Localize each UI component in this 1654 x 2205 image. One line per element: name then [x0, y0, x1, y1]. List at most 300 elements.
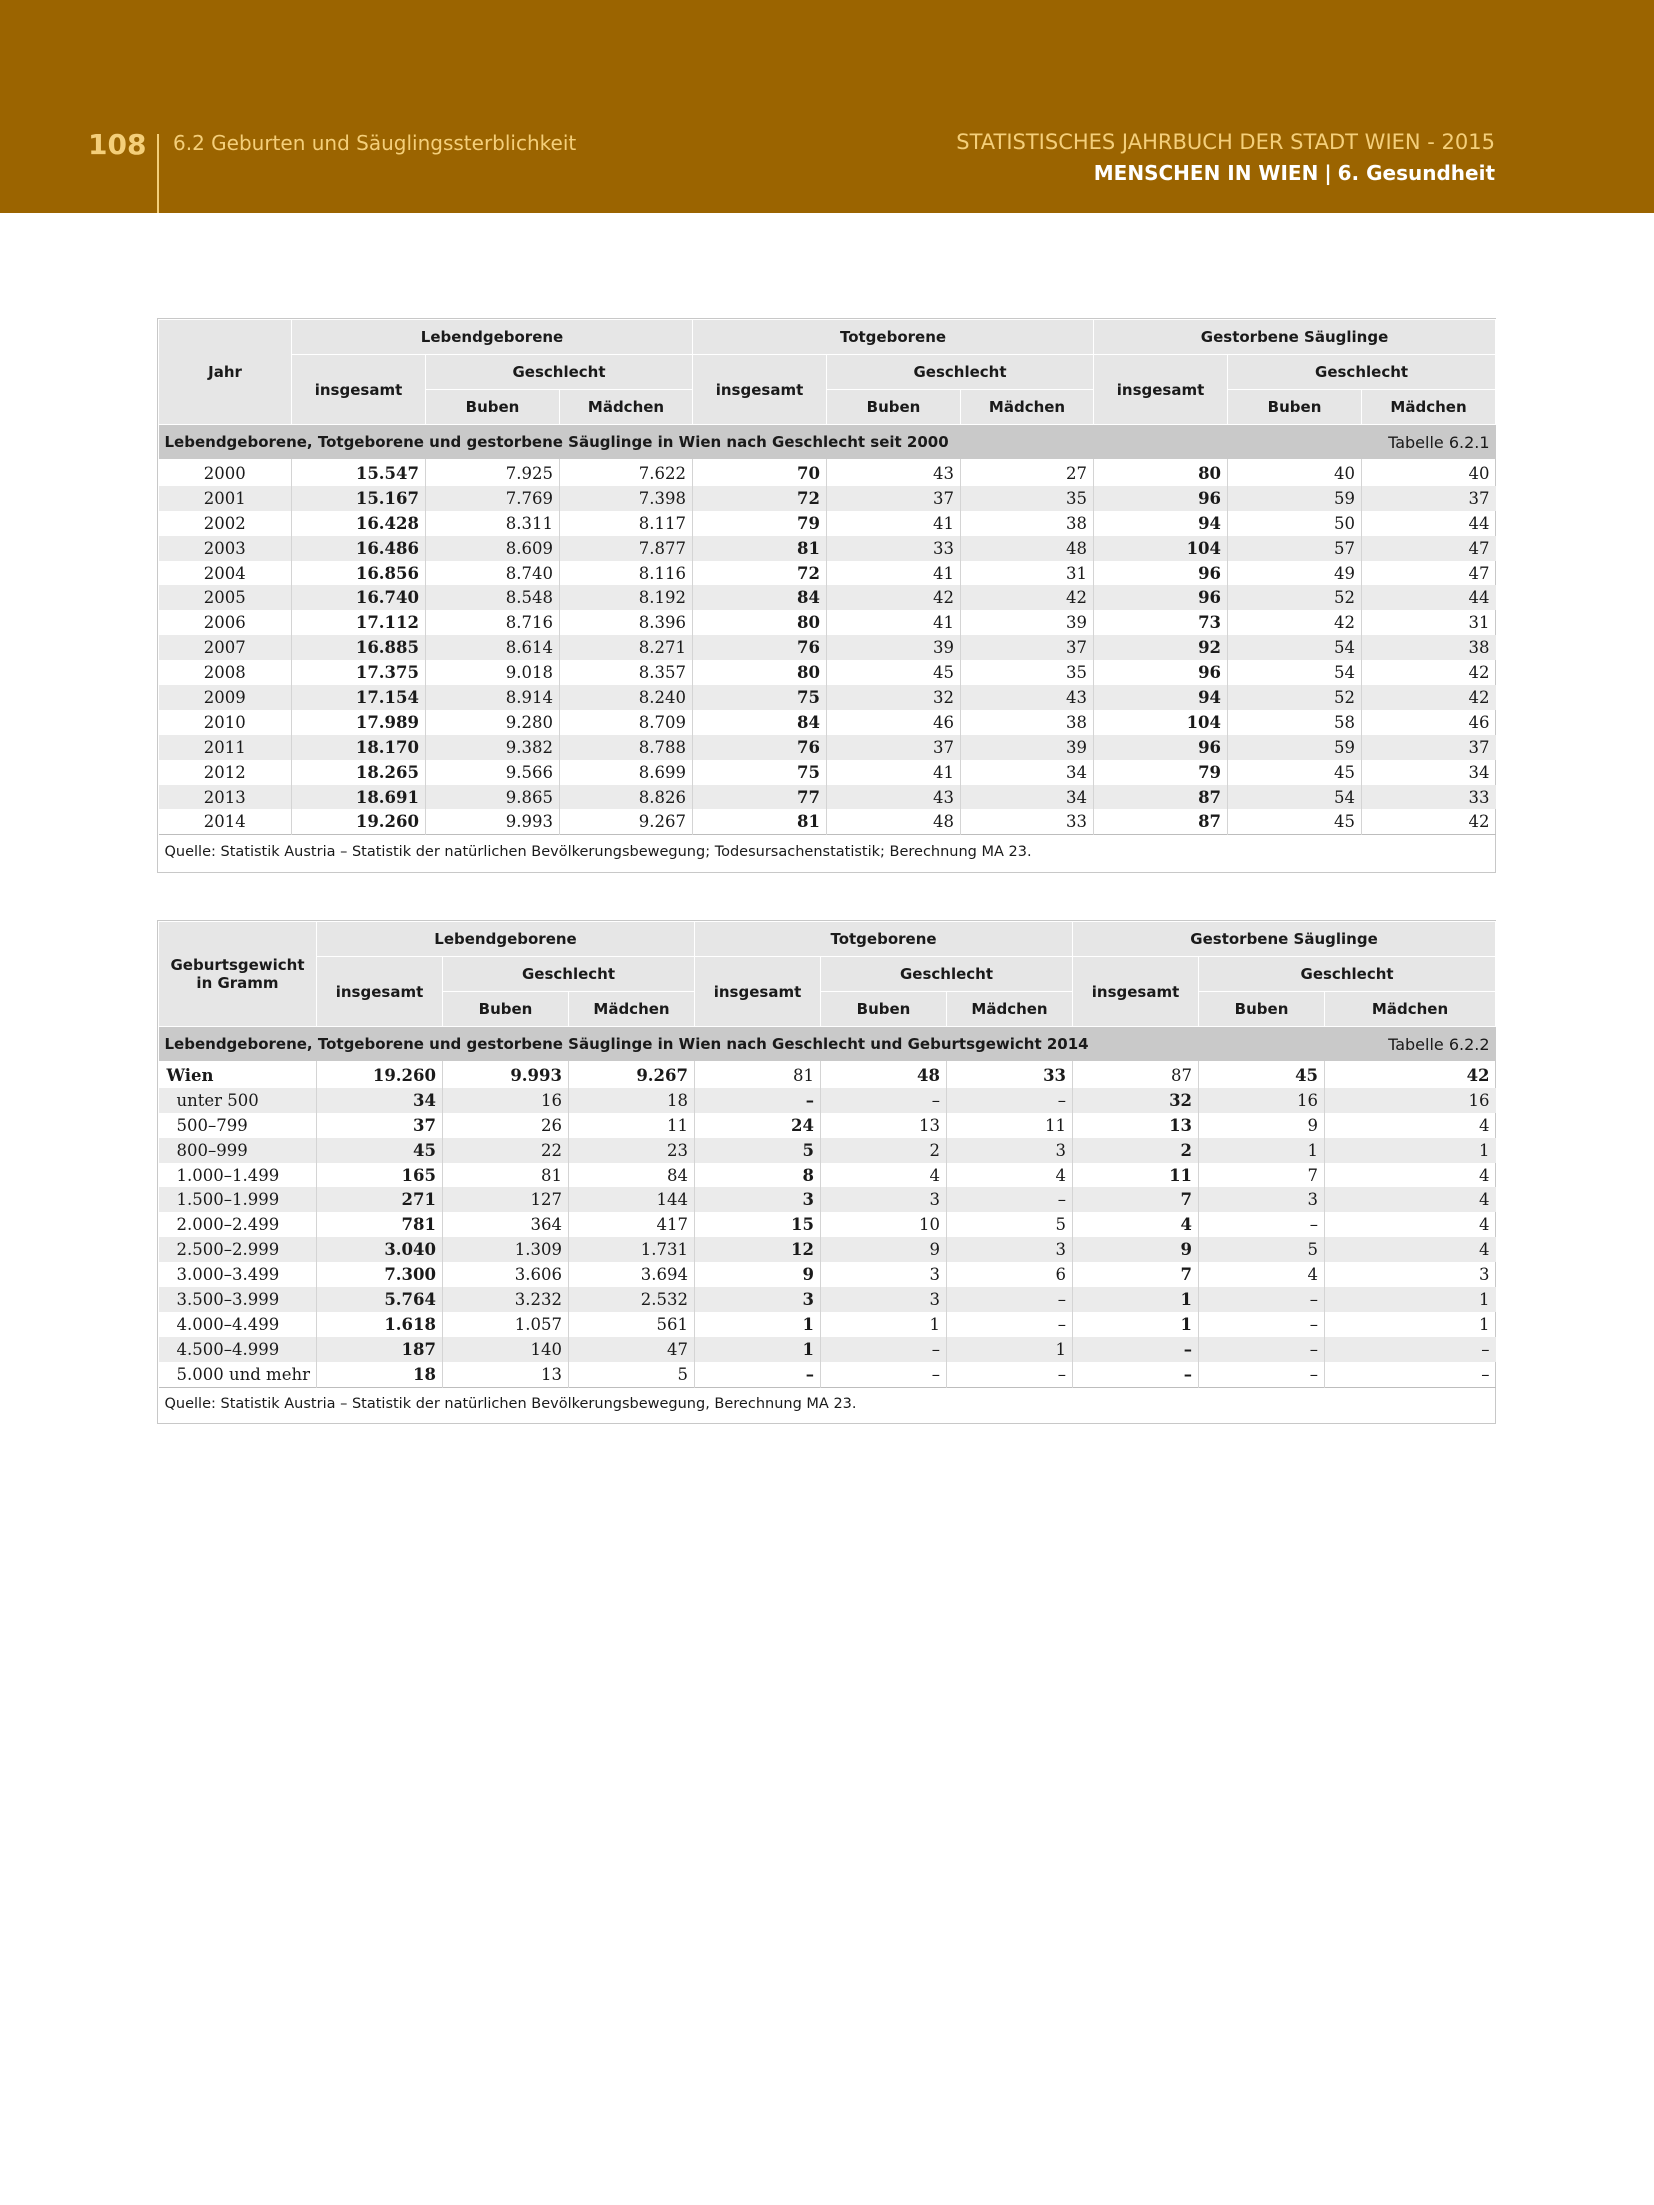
table-cell: 37: [1362, 735, 1496, 760]
table-cell: 81: [695, 1061, 821, 1088]
table2-total-header: insgesamt: [1073, 957, 1199, 1027]
table-row: [159, 1061, 1496, 1088]
row-label: 3.000–3.499: [159, 1262, 317, 1287]
table-cell: –: [1199, 1362, 1325, 1387]
table-cell: 92: [1094, 635, 1228, 660]
table-cell: 10: [821, 1212, 947, 1237]
table-cell: 4: [1479, 1165, 1490, 1185]
table-row: [159, 809, 1496, 834]
table-cell: 781: [317, 1212, 443, 1237]
table-cell: 3.040: [317, 1237, 443, 1262]
table-cell: 34: [1468, 762, 1490, 782]
table-cell: 87: [1073, 1061, 1199, 1088]
table-cell: 15: [695, 1212, 821, 1237]
table-cell: 43: [827, 785, 961, 810]
table-cell: 96: [1094, 561, 1228, 586]
row-label: 2009: [159, 685, 292, 710]
table-cell: 79: [1094, 760, 1228, 785]
table-cell: 9.280: [426, 710, 560, 735]
table-cell: 3: [695, 1287, 821, 1312]
row-label: 1.500–1.999: [159, 1187, 317, 1212]
table-cell: 8.788: [560, 735, 693, 760]
table-cell: 9.566: [426, 760, 560, 785]
table-cell: 9.267: [560, 809, 693, 834]
table-cell: 5: [947, 1212, 1073, 1237]
row-label: 2013: [159, 785, 292, 810]
table-cell: 81: [443, 1163, 569, 1188]
table-cell: 33: [1362, 785, 1496, 810]
row-label: 4.000–4.499: [159, 1312, 317, 1337]
table-cell: 52: [1228, 685, 1362, 710]
table-cell: 39: [961, 735, 1094, 760]
table1-boys-header: Buben: [827, 390, 961, 425]
table-cell: 37: [961, 635, 1094, 660]
row-label: 3.500–3.999: [159, 1287, 317, 1312]
table-cell: 84: [693, 585, 827, 610]
table-cell: 23: [569, 1138, 695, 1163]
table-cell: 40: [1468, 463, 1490, 483]
table-cell: 40: [1228, 459, 1362, 486]
table-row: [159, 660, 1496, 685]
table-cell: 1.309: [443, 1237, 569, 1262]
table-cell: 9.993: [426, 809, 560, 834]
page-number: 108: [88, 128, 147, 161]
table-cell: 9: [821, 1237, 947, 1262]
table-cell: 22: [443, 1138, 569, 1163]
table-row: [159, 735, 1496, 760]
table-cell: –: [821, 1362, 947, 1387]
table-cell: 3: [1479, 1265, 1490, 1285]
table2-group-stillborn: Totgeborene: [695, 922, 1073, 957]
table1-title: Lebendgeborene, Totgeborene und gestorbene Säuglinge in Wien nach Geschlecht seit 2000: [159, 425, 1228, 460]
table2-source: Quelle: Statistik Austria – Statistik der natürlichen Bevölkerungsbewegung, Berechnung MA 23.: [159, 1387, 1496, 1421]
table-cell: 9.018: [426, 660, 560, 685]
table-cell: 58: [1228, 710, 1362, 735]
table-cell: 7: [1199, 1163, 1325, 1188]
table-cell: 24: [695, 1113, 821, 1138]
table-cell: 8.614: [426, 635, 560, 660]
table-cell: –: [1199, 1337, 1325, 1362]
table-cell: 5: [1199, 1237, 1325, 1262]
table-cell: 9: [1073, 1237, 1199, 1262]
table-row: [159, 1113, 1496, 1138]
row-label: 2001: [159, 486, 292, 511]
table-cell: 7.877: [560, 536, 693, 561]
table-cell: 16: [1325, 1088, 1496, 1113]
table-cell: 46: [827, 710, 961, 735]
table1-girls-header: Mädchen: [1362, 390, 1496, 425]
table-row: [159, 710, 1496, 735]
table-cell: 2.532: [569, 1287, 695, 1312]
table-cell: 9.865: [426, 785, 560, 810]
table-cell: 1: [695, 1312, 821, 1337]
table-cell: 32: [827, 685, 961, 710]
table-cell: 37: [827, 486, 961, 511]
table-cell: 96: [1094, 735, 1228, 760]
table-cell: 3: [821, 1187, 947, 1212]
table-cell: 80: [1094, 459, 1228, 486]
row-label: 1.000–1.499: [159, 1163, 317, 1188]
row-label: 2002: [159, 511, 292, 536]
table-cell: 3: [947, 1138, 1073, 1163]
book-title: STATISTISCHES JAHRBUCH DER STADT WIEN - 2015: [956, 130, 1495, 154]
table-cell: 8.117: [560, 511, 693, 536]
table2-title: Lebendgeborene, Totgeborene und gestorbene Säuglinge in Wien nach Geschlecht und Geburtsgewicht 2014: [159, 1027, 1199, 1062]
table-cell: 4: [1073, 1212, 1199, 1237]
table-cell: 16.428: [292, 511, 426, 536]
table-cell: 39: [961, 610, 1094, 635]
table-row: [159, 1163, 1496, 1188]
table-cell: 75: [693, 685, 827, 710]
table2-sex-header: Geschlecht: [1199, 957, 1496, 992]
table-cell: –: [695, 1362, 821, 1387]
page-header: [0, 0, 1654, 213]
table-cell: 35: [961, 660, 1094, 685]
table-cell: 42: [1468, 812, 1490, 832]
table-cell: 35: [961, 486, 1094, 511]
table-cell: 41: [827, 511, 961, 536]
table-cell: –: [821, 1337, 947, 1362]
table-cell: 42: [961, 585, 1094, 610]
table-cell: 72: [693, 561, 827, 586]
table-cell: 7.925: [426, 459, 560, 486]
table-cell: 7.398: [560, 486, 693, 511]
table-cell: 3: [695, 1187, 821, 1212]
table-cell: 54: [1228, 785, 1362, 810]
table-cell: 37: [1362, 486, 1496, 511]
table-cell: –: [1199, 1312, 1325, 1337]
table2-total-header: insgesamt: [695, 957, 821, 1027]
table-cell: 8.240: [560, 685, 693, 710]
table-cell: 87: [1094, 809, 1228, 834]
table-cell: 45: [827, 660, 961, 685]
table-cell: 271: [317, 1187, 443, 1212]
table-cell: 4: [821, 1163, 947, 1188]
table-cell: 38: [1362, 635, 1496, 660]
table-row: [159, 1362, 1496, 1387]
row-label: 2004: [159, 561, 292, 586]
table-cell: 70: [693, 459, 827, 486]
book-part: MENSCHEN IN WIEN: [1093, 161, 1319, 185]
table2-girls-header: Mädchen: [569, 992, 695, 1027]
row-label: 2003: [159, 536, 292, 561]
table1-sex-header: Geschlecht: [827, 355, 1094, 390]
table-cell: 81: [693, 809, 827, 834]
table1-caption: [159, 425, 1496, 460]
table-cell: 44: [1362, 585, 1496, 610]
table-cell: 13: [443, 1362, 569, 1387]
table-cell: 7: [1073, 1262, 1199, 1287]
table-cell: 8.699: [560, 760, 693, 785]
table-cell: 9: [695, 1262, 821, 1287]
table-cell: 11: [947, 1113, 1073, 1138]
table-cell: 76: [693, 735, 827, 760]
table2-sex-header: Geschlecht: [443, 957, 695, 992]
table-row: [159, 536, 1496, 561]
table-cell: 1: [1073, 1312, 1199, 1337]
table-cell: 16.856: [292, 561, 426, 586]
table-cell: 4: [1479, 1115, 1490, 1135]
table-cell: 3: [821, 1262, 947, 1287]
table-cell: 49: [1228, 561, 1362, 586]
table2-number: Tabelle 6.2.2: [1199, 1027, 1496, 1062]
table-cell: 1: [1199, 1138, 1325, 1163]
table-row: [159, 1088, 1496, 1113]
table-cell: 26: [443, 1113, 569, 1138]
table1-boys-header: Buben: [426, 390, 560, 425]
table-cell: 42: [827, 585, 961, 610]
table-cell: 9: [1199, 1113, 1325, 1138]
table-cell: –: [1199, 1287, 1325, 1312]
table1-total-header: insgesamt: [693, 355, 827, 425]
table-cell: 16: [443, 1088, 569, 1113]
table-cell: 15.547: [292, 459, 426, 486]
table-cell: 165: [317, 1163, 443, 1188]
table-cell: 80: [693, 610, 827, 635]
table-cell: 47: [1468, 563, 1490, 583]
table-cell: 42: [1228, 610, 1362, 635]
table2-boys-header: Buben: [1199, 992, 1325, 1027]
table-cell: 7.622: [560, 459, 693, 486]
table-cell: 364: [443, 1212, 569, 1237]
table-cell: 31: [961, 561, 1094, 586]
table-cell: 32: [1073, 1088, 1199, 1113]
table-row: [159, 785, 1496, 810]
book-chapter: 6. Gesundheit: [1337, 161, 1495, 185]
table1-girls-header: Mädchen: [961, 390, 1094, 425]
table-cell: 2: [821, 1138, 947, 1163]
table-cell: 52: [1228, 585, 1362, 610]
row-label: 2.500–2.999: [159, 1237, 317, 1262]
table-cell: 1.731: [569, 1237, 695, 1262]
table-cell: 17.375: [292, 660, 426, 685]
table-cell: 127: [443, 1187, 569, 1212]
table-cell: 43: [961, 685, 1094, 710]
table-cell: 3: [1199, 1187, 1325, 1212]
table-cell: 8.396: [560, 610, 693, 635]
table-cell: 17.154: [292, 685, 426, 710]
table-cell: 5: [695, 1138, 821, 1163]
row-label: 2014: [159, 809, 292, 834]
table-cell: 18.170: [292, 735, 426, 760]
table-cell: –: [1325, 1337, 1496, 1362]
table-row: [159, 1187, 1496, 1212]
table-cell: 38: [961, 710, 1094, 735]
table-cell: 8.192: [560, 585, 693, 610]
table-row: [159, 1212, 1496, 1237]
table2-boys-header: Buben: [443, 992, 569, 1027]
table-cell: 96: [1094, 585, 1228, 610]
table-cell: 77: [693, 785, 827, 810]
table-cell: 7.300: [317, 1262, 443, 1287]
table-cell: 75: [693, 760, 827, 785]
table-cell: 45: [1199, 1061, 1325, 1088]
table-cell: 12: [695, 1237, 821, 1262]
table-cell: 1: [821, 1312, 947, 1337]
table-cell: 8.357: [560, 660, 693, 685]
table-cell: 76: [693, 635, 827, 660]
table-row: [159, 511, 1496, 536]
table-row: [159, 561, 1496, 586]
table-cell: 59: [1228, 735, 1362, 760]
table-cell: –: [1481, 1364, 1490, 1384]
table-cell: 33: [961, 809, 1094, 834]
table-cell: 17.112: [292, 610, 426, 635]
table-cell: 16.740: [292, 585, 426, 610]
table2-boys-header: Buben: [821, 992, 947, 1027]
table1-total-header: insgesamt: [1094, 355, 1228, 425]
table-cell: 48: [961, 536, 1094, 561]
table-cell: 3.694: [569, 1262, 695, 1287]
table-cell: 48: [827, 809, 961, 834]
table-6-2-1: [158, 319, 1496, 868]
table-row: [159, 685, 1496, 710]
table-cell: 46: [1468, 712, 1490, 732]
table-cell: 8.716: [426, 610, 560, 635]
table-cell: 3.606: [443, 1262, 569, 1287]
table-cell: 18.691: [292, 785, 426, 810]
table-cell: –: [947, 1287, 1073, 1312]
table-cell: 37: [317, 1113, 443, 1138]
table-cell: 84: [569, 1163, 695, 1188]
table2-group-infant-deaths: Gestorbene Säuglinge: [1073, 922, 1496, 957]
table-cell: 104: [1094, 536, 1228, 561]
table-cell: 1: [1325, 1287, 1496, 1312]
table-cell: 79: [693, 511, 827, 536]
table-row: [159, 635, 1496, 660]
table-cell: 4: [1325, 1237, 1496, 1262]
table-cell: 3: [821, 1287, 947, 1312]
table-cell: 84: [693, 710, 827, 735]
table-cell: 8.116: [560, 561, 693, 586]
table1-total-header: insgesamt: [292, 355, 426, 425]
table-cell: 50: [1228, 511, 1362, 536]
table-cell: 34: [961, 760, 1094, 785]
book-separator: |: [1324, 161, 1332, 185]
table1-boys-header: Buben: [1228, 390, 1362, 425]
table-cell: 42: [1468, 663, 1490, 683]
table-row: [159, 1337, 1496, 1362]
table-cell: 2: [1073, 1138, 1199, 1163]
table-cell: 39: [827, 635, 961, 660]
table-cell: 140: [443, 1337, 569, 1362]
table-cell: 31: [1468, 613, 1490, 633]
table1-sex-header: Geschlecht: [1228, 355, 1496, 390]
table-cell: 16: [1199, 1088, 1325, 1113]
table-cell: 96: [1094, 660, 1228, 685]
table-cell: 1.618: [317, 1312, 443, 1337]
table-cell: 42: [1466, 1065, 1490, 1085]
table-cell: 37: [827, 735, 961, 760]
table-cell: 45: [1228, 809, 1362, 834]
table-cell: 18: [569, 1088, 695, 1113]
table-row: [159, 1287, 1496, 1312]
row-label: 2000: [159, 459, 292, 486]
table-cell: 3.232: [443, 1287, 569, 1312]
table-cell: –: [947, 1187, 1073, 1212]
table-cell: 19.260: [292, 809, 426, 834]
table-cell: 17.989: [292, 710, 426, 735]
table-cell: 8.914: [426, 685, 560, 710]
table-cell: 417: [569, 1212, 695, 1237]
row-label: unter 500: [159, 1088, 317, 1113]
table-cell: 4: [1199, 1262, 1325, 1287]
table-cell: 7.769: [426, 486, 560, 511]
table-cell: 13: [1073, 1113, 1199, 1138]
section-title: 6.2 Geburten und Säuglingssterblichkeit: [173, 131, 577, 155]
table-row: [159, 1138, 1496, 1163]
table-row: [159, 1237, 1496, 1262]
table-row: [159, 1262, 1496, 1287]
table1-source: Quelle: Statistik Austria – Statistik der natürlichen Bevölkerungsbewegung; Todesursachenstatistik; Berechnung MA 23.: [159, 835, 1496, 869]
table-cell: 16.885: [292, 635, 426, 660]
table-cell: 94: [1094, 511, 1228, 536]
row-label: 2010: [159, 710, 292, 735]
row-label: 2.000–2.499: [159, 1212, 317, 1237]
table1-group-live: Lebendgeborene: [292, 320, 693, 355]
table-cell: –: [947, 1362, 1073, 1387]
table-cell: –: [1073, 1362, 1199, 1387]
row-label: 2008: [159, 660, 292, 685]
table-cell: –: [947, 1088, 1073, 1113]
table2-caption: [159, 1027, 1496, 1062]
table-cell: 54: [1228, 660, 1362, 685]
table-cell: 8.709: [560, 710, 693, 735]
table-cell: 7: [1073, 1187, 1199, 1212]
table-cell: 19.260: [317, 1061, 443, 1088]
table2-total-header: insgesamt: [317, 957, 443, 1027]
table-cell: 44: [1468, 513, 1490, 533]
table-cell: 4: [1479, 1215, 1490, 1235]
table-cell: 9.993: [443, 1061, 569, 1088]
table-cell: 47: [569, 1337, 695, 1362]
table-cell: 54: [1228, 635, 1362, 660]
table-cell: 1: [695, 1337, 821, 1362]
table-cell: –: [695, 1088, 821, 1113]
table1-number: Tabelle 6.2.1: [1228, 425, 1496, 460]
table-cell: 38: [961, 511, 1094, 536]
table-cell: 13: [821, 1113, 947, 1138]
table2-row-header-line2: in Gramm: [196, 974, 279, 992]
table2-group-live: Lebendgeborene: [317, 922, 695, 957]
table-cell: 1: [947, 1337, 1073, 1362]
row-label: 2005: [159, 585, 292, 610]
table2-girls-header: Mädchen: [1325, 992, 1496, 1027]
table-cell: 42: [1362, 685, 1496, 710]
table-cell: 94: [1094, 685, 1228, 710]
table-row: [159, 610, 1496, 635]
table-cell: 59: [1228, 486, 1362, 511]
row-label: 2007: [159, 635, 292, 660]
table-cell: –: [1199, 1212, 1325, 1237]
table-cell: –: [947, 1312, 1073, 1337]
table-cell: 80: [693, 660, 827, 685]
row-label: 500–799: [159, 1113, 317, 1138]
table-cell: 96: [1094, 486, 1228, 511]
table-cell: 6: [947, 1262, 1073, 1287]
table-cell: 34: [961, 785, 1094, 810]
table-row: [159, 486, 1496, 511]
table-cell: 8.740: [426, 561, 560, 586]
table-cell: 72: [693, 486, 827, 511]
row-label: 5.000 und mehr: [159, 1362, 317, 1387]
table-cell: 33: [827, 536, 961, 561]
table-cell: 8.826: [560, 785, 693, 810]
row-label: 2012: [159, 760, 292, 785]
table-cell: 1: [1325, 1138, 1496, 1163]
table-cell: 45: [1228, 760, 1362, 785]
table-row: [159, 459, 1496, 486]
